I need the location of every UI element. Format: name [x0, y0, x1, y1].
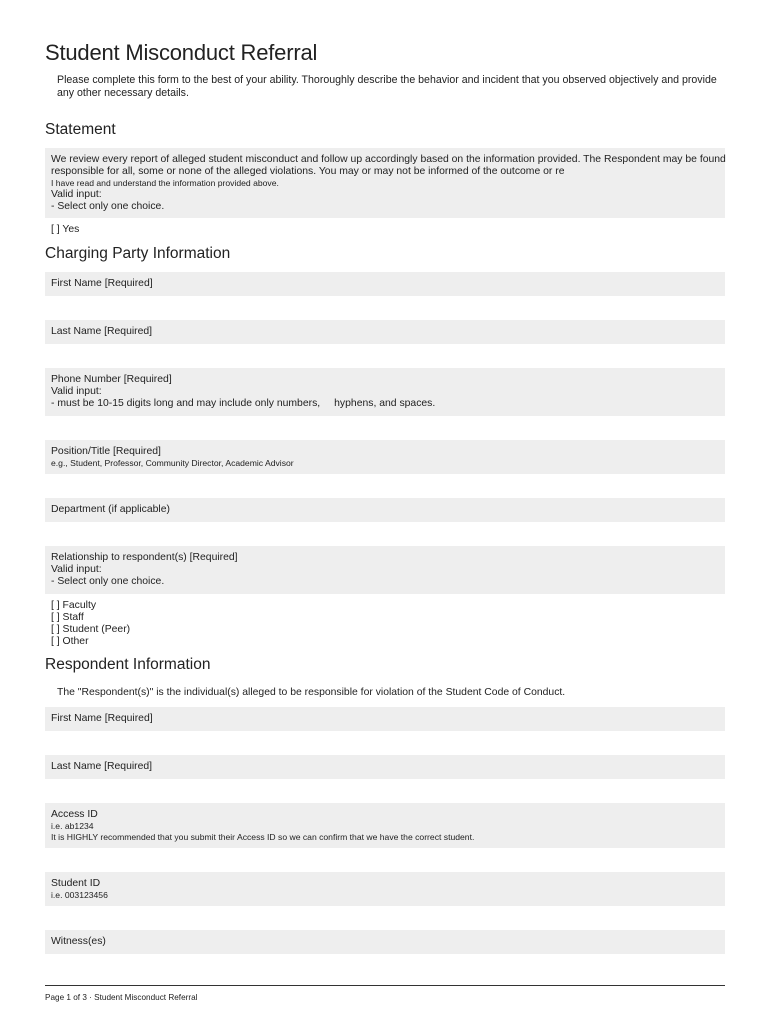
charging-department-label: Department (if applicable)	[51, 504, 170, 515]
charging-last-name-field[interactable]	[45, 320, 725, 344]
charging-relationship-field	[45, 546, 725, 594]
respondent-student-id-label: Student ID	[51, 878, 101, 889]
statement-valid-label: Valid input:	[51, 189, 102, 200]
respondent-witnesses-field[interactable]	[45, 930, 725, 954]
respondent-first-name-field[interactable]	[45, 707, 725, 731]
charging-department-field[interactable]	[45, 498, 725, 522]
statement-text-line2: responsible for all, some or none of the alleged violations. You may or may not be informed of the outcome or re	[51, 166, 565, 177]
statement-valid-rule: - Select only one choice.	[51, 201, 165, 212]
respondent-last-name-field[interactable]	[45, 755, 725, 779]
charging-relationship-rule: - Select only one choice.	[51, 576, 165, 587]
page-title: Student Misconduct Referral	[45, 40, 318, 65]
option-faculty-checkbox[interactable]: [ ] Faculty	[51, 600, 97, 611]
respondent-access-id-example: i.e. ab1234	[51, 821, 94, 831]
respondent-witnesses-label: Witness(es)	[51, 936, 106, 947]
statement-text-line1: We review every report of alleged student misconduct and follow up accordingly based on the information provided. The Respondent may be found	[51, 154, 726, 165]
respondent-heading: Respondent Information	[45, 656, 211, 673]
charging-phone-label: Phone Number [Required]	[51, 374, 172, 385]
charging-relationship-label: Relationship to respondent(s) [Required]	[51, 552, 238, 563]
charging-first-name-label: First Name [Required]	[51, 278, 153, 289]
charging-last-name-label: Last Name [Required]	[51, 326, 153, 337]
charging-phone-rule	[51, 398, 719, 410]
charging-first-name-field[interactable]	[45, 272, 725, 296]
option-yes-checkbox[interactable]: [ ] Yes	[51, 224, 80, 235]
option-staff-checkbox[interactable]: [ ] Staff	[51, 612, 84, 623]
charging-position-hint: e.g., Student, Professor, Community Director, Academic Advisor	[51, 458, 294, 468]
option-student-peer-checkbox[interactable]: [ ] Student (Peer)	[51, 624, 131, 635]
relationship-options	[51, 600, 130, 648]
page-footer: Page 1 of 3 · Student Misconduct Referral	[45, 993, 198, 1002]
respondent-first-name-label: First Name [Required]	[51, 713, 153, 724]
charging-position-field[interactable]	[45, 440, 725, 474]
charging-phone-field[interactable]	[45, 368, 725, 416]
option-other-checkbox[interactable]: [ ] Other	[51, 636, 89, 647]
statement-box	[45, 148, 725, 218]
footer-divider	[45, 985, 725, 986]
charging-party-heading: Charging Party Information	[45, 245, 231, 262]
respondent-description: The "Respondent(s)" is the individual(s) alleged to be responsible for violation of the Student Code of Conduct.	[57, 687, 566, 698]
charging-phone-rule-part1: - must be 10-15 digits long and may include only numbers,	[51, 398, 321, 409]
respondent-last-name-label: Last Name [Required]	[51, 761, 153, 772]
respondent-access-id-note: It is HIGHLY recommended that you submit their Access ID so we can confirm that we have the correct student.	[51, 832, 475, 842]
form-intro: Please complete this form to the best of your ability. Thoroughly describe the behavior and incident that you observed objectively and provide any other necessary details.	[57, 74, 717, 99]
charging-phone-valid-label: Valid input:	[51, 386, 102, 397]
charging-phone-rule-part2: hyphens, and spaces.	[334, 398, 436, 409]
charging-relationship-valid-label: Valid input:	[51, 564, 102, 575]
charging-position-label: Position/Title [Required]	[51, 446, 161, 457]
respondent-access-id-field[interactable]	[45, 803, 725, 848]
respondent-student-id-field[interactable]	[45, 872, 725, 906]
statement-acknowledgement: I have read and understand the information provided above.	[51, 178, 279, 188]
respondent-access-id-label: Access ID	[51, 809, 98, 820]
statement-options	[51, 224, 79, 236]
respondent-student-id-example: i.e. 003123456	[51, 890, 108, 900]
statement-heading: Statement	[45, 121, 116, 138]
